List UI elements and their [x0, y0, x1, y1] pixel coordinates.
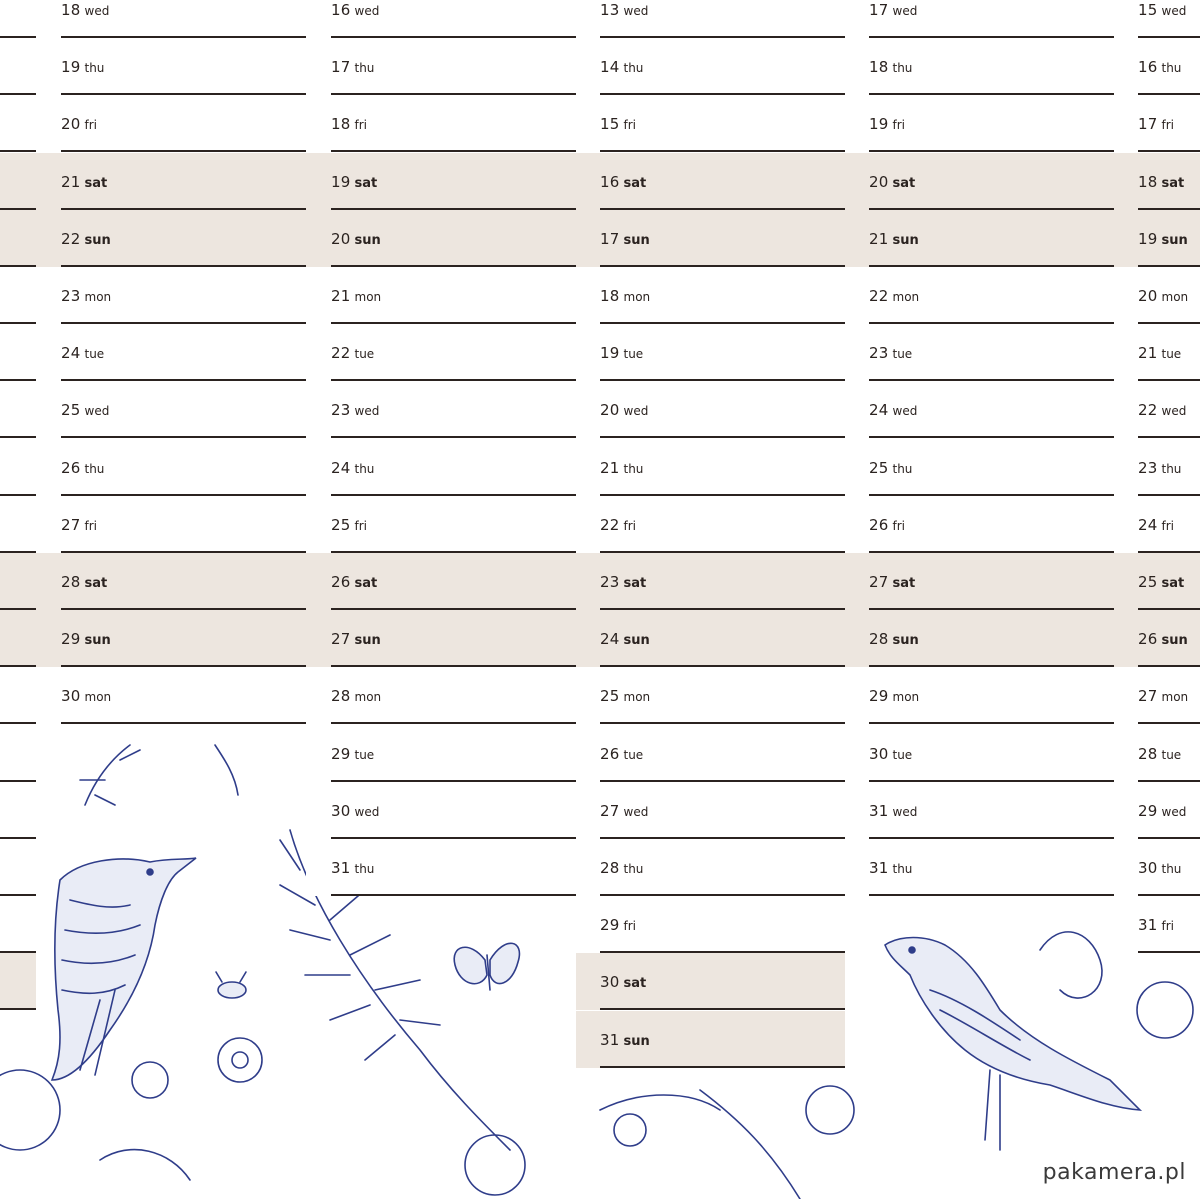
weekday-label: sun: [623, 233, 650, 248]
day-number: 25: [600, 687, 620, 705]
day-number: 21: [600, 459, 620, 477]
weekday-label: wed: [84, 404, 110, 418]
day-number: 23: [61, 287, 81, 305]
day-row[interactable]: [36, 38, 306, 95]
weekday-label: sat: [354, 576, 378, 591]
day-number: 26: [1138, 630, 1158, 648]
day-divider: [0, 722, 36, 724]
weekday-label: fri: [892, 519, 905, 533]
day-number: 26: [869, 516, 889, 534]
weekday-label: fri: [892, 118, 905, 132]
weekend-day-row[interactable]: [36, 553, 306, 610]
day-row[interactable]: [36, 667, 306, 724]
weekday-label: wed: [623, 4, 649, 18]
weekday-label: thu: [354, 462, 375, 476]
weekday-label: mon: [1161, 290, 1189, 304]
watermark: pakamera.pl: [1042, 1160, 1186, 1185]
day-row[interactable]: [576, 839, 845, 896]
weekend-day-row[interactable]: [576, 153, 845, 210]
weekday-label: fri: [84, 519, 97, 533]
day-row[interactable]: [845, 439, 1114, 496]
month-column: [845, 0, 1114, 896]
weekend-day-row[interactable]: [306, 210, 576, 267]
day-row[interactable]: [306, 0, 576, 38]
weekday-label: wed: [354, 404, 380, 418]
weekday-label: thu: [1161, 61, 1182, 75]
day-row[interactable]: [306, 839, 576, 896]
day-row[interactable]: [845, 0, 1114, 38]
weekday-label: fri: [354, 118, 367, 132]
weekday-label: mon: [354, 690, 382, 704]
weekday-label: sun: [354, 633, 381, 648]
weekend-day-row[interactable]: [0, 610, 36, 667]
day-number: 21: [61, 173, 81, 191]
day-number: 20: [869, 173, 889, 191]
weekday-label: thu: [623, 862, 644, 876]
day-row[interactable]: [306, 324, 576, 381]
day-number: 30: [1138, 859, 1158, 877]
day-number: 24: [331, 459, 351, 477]
day-number: 21: [869, 230, 889, 248]
day-row[interactable]: [0, 95, 36, 152]
day-number: 31: [600, 1031, 620, 1049]
day-row[interactable]: [845, 381, 1114, 438]
day-number: 30: [331, 802, 351, 820]
day-row[interactable]: [845, 725, 1114, 782]
day-row[interactable]: [0, 38, 36, 95]
day-number: 30: [869, 745, 889, 763]
day-number: 23: [869, 344, 889, 362]
weekend-day-row[interactable]: [1114, 610, 1200, 667]
day-number: 19: [61, 58, 81, 76]
weekday-label: tue: [623, 347, 644, 361]
day-row[interactable]: [576, 725, 845, 782]
weekday-label: wed: [892, 805, 918, 819]
weekday-label: mon: [1161, 690, 1189, 704]
day-number: 19: [869, 115, 889, 133]
weekday-label: fri: [1161, 519, 1174, 533]
butterfly-icon: [454, 943, 519, 990]
day-number: 30: [600, 973, 620, 991]
month-column: [576, 0, 845, 1068]
weekday-label: thu: [84, 462, 105, 476]
day-number: 18: [1138, 173, 1158, 191]
weekday-label: tue: [623, 748, 644, 762]
day-row[interactable]: [1114, 38, 1200, 95]
day-number: 16: [331, 1, 351, 19]
day-number: 27: [331, 630, 351, 648]
weekday-label: sat: [623, 976, 647, 991]
day-row[interactable]: [1114, 896, 1200, 953]
day-row[interactable]: [1114, 725, 1200, 782]
day-number: 29: [1138, 802, 1158, 820]
weekend-day-row[interactable]: [576, 210, 845, 267]
day-number: 25: [869, 459, 889, 477]
day-number: 15: [600, 115, 620, 133]
day-row[interactable]: [1114, 496, 1200, 553]
day-row[interactable]: [0, 439, 36, 496]
day-row[interactable]: [36, 439, 306, 496]
day-row[interactable]: [306, 38, 576, 95]
day-number: 29: [869, 687, 889, 705]
day-row[interactable]: [1114, 439, 1200, 496]
day-number: 27: [1138, 687, 1158, 705]
weekday-label: fri: [1161, 118, 1174, 132]
weekday-label: thu: [623, 61, 644, 75]
day-row[interactable]: [1114, 95, 1200, 152]
day-row[interactable]: [576, 267, 845, 324]
weekend-day-row[interactable]: [0, 553, 36, 610]
weekday-label: thu: [1161, 862, 1182, 876]
day-row[interactable]: [306, 725, 576, 782]
day-row[interactable]: [306, 496, 576, 553]
weekday-label: mon: [623, 690, 651, 704]
weekday-label: thu: [892, 462, 913, 476]
weekend-day-row[interactable]: [306, 553, 576, 610]
day-row[interactable]: [845, 782, 1114, 839]
day-row[interactable]: [1114, 0, 1200, 38]
day-row[interactable]: [36, 0, 306, 38]
day-number: 28: [1138, 745, 1158, 763]
weekday-label: sat: [354, 176, 378, 191]
weekday-label: mon: [84, 690, 112, 704]
day-number: 22: [331, 344, 351, 362]
day-row[interactable]: [0, 324, 36, 381]
month-column: [0, 0, 36, 1011]
day-divider: [0, 1008, 36, 1010]
weekday-label: sat: [84, 576, 108, 591]
day-row[interactable]: [306, 381, 576, 438]
day-number: 13: [600, 1, 620, 19]
day-row[interactable]: [36, 267, 306, 324]
day-row[interactable]: [306, 267, 576, 324]
day-number: 29: [331, 745, 351, 763]
day-row[interactable]: [1114, 782, 1200, 839]
weekday-label: fri: [354, 519, 367, 533]
weekday-label: mon: [623, 290, 651, 304]
weekend-day-row[interactable]: [1114, 553, 1200, 610]
day-divider: [331, 150, 576, 152]
day-row[interactable]: [845, 95, 1114, 152]
weekday-label: wed: [623, 404, 649, 418]
day-row[interactable]: [576, 0, 845, 38]
day-row[interactable]: [1114, 667, 1200, 724]
day-number: 22: [869, 287, 889, 305]
day-number: 27: [869, 573, 889, 591]
weekday-label: sun: [1161, 233, 1188, 248]
day-row[interactable]: [576, 95, 845, 152]
day-row[interactable]: [576, 667, 845, 724]
day-number: 28: [600, 859, 620, 877]
day-number: 26: [600, 745, 620, 763]
weekday-label: wed: [892, 4, 918, 18]
weekday-label: thu: [1161, 462, 1182, 476]
day-row[interactable]: [576, 38, 845, 95]
day-number: 19: [600, 344, 620, 362]
weekday-label: fri: [623, 519, 636, 533]
day-number: 25: [61, 401, 81, 419]
weekday-label: thu: [892, 862, 913, 876]
weekday-label: sat: [623, 176, 647, 191]
weekend-day-row[interactable]: [845, 553, 1114, 610]
day-row[interactable]: [1114, 267, 1200, 324]
weekday-label: sun: [892, 633, 919, 648]
day-number: 18: [331, 115, 351, 133]
day-number: 29: [61, 630, 81, 648]
day-number: 27: [61, 516, 81, 534]
day-number: 23: [1138, 459, 1158, 477]
weekday-label: thu: [84, 61, 105, 75]
day-row[interactable]: [306, 95, 576, 152]
day-number: 31: [869, 802, 889, 820]
day-number: 20: [331, 230, 351, 248]
day-number: 31: [869, 859, 889, 877]
day-divider: [0, 436, 36, 438]
day-row[interactable]: [0, 0, 36, 38]
day-number: 17: [600, 230, 620, 248]
weekend-day-row[interactable]: [1114, 210, 1200, 267]
weekday-label: tue: [354, 748, 375, 762]
day-row[interactable]: [845, 324, 1114, 381]
day-number: 25: [1138, 573, 1158, 591]
day-number: 25: [331, 516, 351, 534]
weekday-label: thu: [623, 462, 644, 476]
weekday-label: thu: [354, 862, 375, 876]
weekday-label: tue: [1161, 748, 1182, 762]
weekend-day-row[interactable]: [1114, 153, 1200, 210]
day-number: 26: [61, 459, 81, 477]
day-row[interactable]: [845, 267, 1114, 324]
day-number: 19: [331, 173, 351, 191]
weekday-label: tue: [892, 748, 913, 762]
weekday-label: wed: [1161, 404, 1187, 418]
day-number: 18: [869, 58, 889, 76]
weekday-label: wed: [1161, 4, 1187, 18]
weekday-label: sat: [892, 176, 916, 191]
day-number: 24: [869, 401, 889, 419]
day-number: 23: [600, 573, 620, 591]
day-number: 17: [869, 1, 889, 19]
day-number: 27: [600, 802, 620, 820]
day-number: 19: [1138, 230, 1158, 248]
day-row[interactable]: [845, 667, 1114, 724]
weekday-label: fri: [1161, 919, 1174, 933]
day-number: 17: [331, 58, 351, 76]
day-divider: [869, 150, 1114, 152]
day-divider: [0, 150, 36, 152]
weekday-label: thu: [892, 61, 913, 75]
weekday-label: fri: [623, 919, 636, 933]
weekday-label: sat: [1161, 576, 1185, 591]
day-number: 18: [600, 287, 620, 305]
weekday-label: sun: [623, 1034, 650, 1049]
weekday-label: tue: [892, 347, 913, 361]
day-row[interactable]: [576, 324, 845, 381]
day-number: 22: [600, 516, 620, 534]
day-row[interactable]: [0, 839, 36, 896]
day-number: 21: [1138, 344, 1158, 362]
weekday-label: sun: [1161, 633, 1188, 648]
weekday-label: sat: [84, 176, 108, 191]
day-row[interactable]: [0, 496, 36, 553]
weekday-label: wed: [354, 4, 380, 18]
day-row[interactable]: [306, 439, 576, 496]
day-number: 28: [869, 630, 889, 648]
day-row[interactable]: [0, 381, 36, 438]
day-row[interactable]: [576, 782, 845, 839]
day-number: 16: [1138, 58, 1158, 76]
weekday-label: sat: [1161, 176, 1185, 191]
day-number: 26: [331, 573, 351, 591]
day-row[interactable]: [306, 667, 576, 724]
weekend-day-row[interactable]: [0, 153, 36, 210]
day-number: 31: [1138, 916, 1158, 934]
day-number: 22: [1138, 401, 1158, 419]
weekday-label: sun: [354, 233, 381, 248]
day-divider: [600, 150, 845, 152]
day-number: 24: [61, 344, 81, 362]
day-row[interactable]: [845, 839, 1114, 896]
day-number: 20: [1138, 287, 1158, 305]
day-number: 31: [331, 859, 351, 877]
weekday-label: sun: [623, 633, 650, 648]
weekday-label: wed: [354, 805, 380, 819]
day-row[interactable]: [576, 896, 845, 953]
day-row[interactable]: [0, 667, 36, 724]
weekend-day-row[interactable]: [576, 553, 845, 610]
day-number: 18: [61, 1, 81, 19]
day-row[interactable]: [845, 496, 1114, 553]
day-row[interactable]: [36, 496, 306, 553]
day-number: 17: [1138, 115, 1158, 133]
weekday-label: wed: [892, 404, 918, 418]
day-number: 22: [61, 230, 81, 248]
weekday-label: fri: [84, 118, 97, 132]
weekend-day-row[interactable]: [36, 210, 306, 267]
weekday-label: sun: [84, 633, 111, 648]
day-number: 14: [600, 58, 620, 76]
weekday-label: wed: [1161, 805, 1187, 819]
day-row[interactable]: [0, 896, 36, 953]
weekend-day-row[interactable]: [306, 610, 576, 667]
day-row[interactable]: [0, 725, 36, 782]
weekend-day-row[interactable]: [845, 210, 1114, 267]
weekday-label: fri: [623, 118, 636, 132]
weekday-label: mon: [354, 290, 382, 304]
weekend-day-row[interactable]: [576, 1011, 845, 1068]
day-divider: [61, 150, 306, 152]
weekend-day-row[interactable]: [0, 953, 36, 1010]
weekend-day-row[interactable]: [845, 153, 1114, 210]
day-row[interactable]: [576, 381, 845, 438]
day-number: 28: [61, 573, 81, 591]
weekend-day-row[interactable]: [36, 610, 306, 667]
weekend-day-row[interactable]: [845, 610, 1114, 667]
weekend-day-row[interactable]: [576, 953, 845, 1010]
weekday-label: tue: [84, 347, 105, 361]
day-number: 28: [331, 687, 351, 705]
day-number: 20: [61, 115, 81, 133]
weekday-label: thu: [354, 61, 375, 75]
weekend-day-row[interactable]: [36, 153, 306, 210]
weekend-day-row[interactable]: [306, 153, 576, 210]
day-row[interactable]: [36, 324, 306, 381]
day-number: 23: [331, 401, 351, 419]
day-number: 24: [1138, 516, 1158, 534]
day-row[interactable]: [36, 95, 306, 152]
weekend-day-row[interactable]: [576, 610, 845, 667]
day-row[interactable]: [845, 38, 1114, 95]
leaf-icon: [80, 745, 238, 805]
bird-icon: [52, 858, 196, 1080]
day-number: 21: [331, 287, 351, 305]
day-row[interactable]: [1114, 324, 1200, 381]
weekday-label: wed: [84, 4, 110, 18]
day-number: 29: [600, 916, 620, 934]
month-column: [306, 0, 576, 896]
day-number: 16: [600, 173, 620, 191]
weekday-label: wed: [623, 805, 649, 819]
day-number: 30: [61, 687, 81, 705]
weekday-label: sat: [623, 576, 647, 591]
weekday-label: tue: [1161, 347, 1182, 361]
day-row[interactable]: [0, 267, 36, 324]
day-row[interactable]: [576, 439, 845, 496]
day-number: 24: [600, 630, 620, 648]
day-row[interactable]: [1114, 839, 1200, 896]
weekday-label: sun: [892, 233, 919, 248]
bee-icon: [216, 972, 246, 998]
day-row[interactable]: [576, 496, 845, 553]
day-number: 15: [1138, 1, 1158, 19]
month-column: [1114, 0, 1200, 953]
weekday-label: mon: [892, 290, 920, 304]
weekday-label: mon: [84, 290, 112, 304]
weekend-day-row[interactable]: [0, 210, 36, 267]
weekday-label: sun: [84, 233, 111, 248]
day-row[interactable]: [1114, 381, 1200, 438]
day-row[interactable]: [36, 381, 306, 438]
month-column: [36, 0, 306, 725]
day-row[interactable]: [306, 782, 576, 839]
weekday-label: sat: [892, 576, 916, 591]
weekday-label: tue: [354, 347, 375, 361]
day-number: 20: [600, 401, 620, 419]
weekday-label: mon: [892, 690, 920, 704]
day-row[interactable]: [0, 782, 36, 839]
